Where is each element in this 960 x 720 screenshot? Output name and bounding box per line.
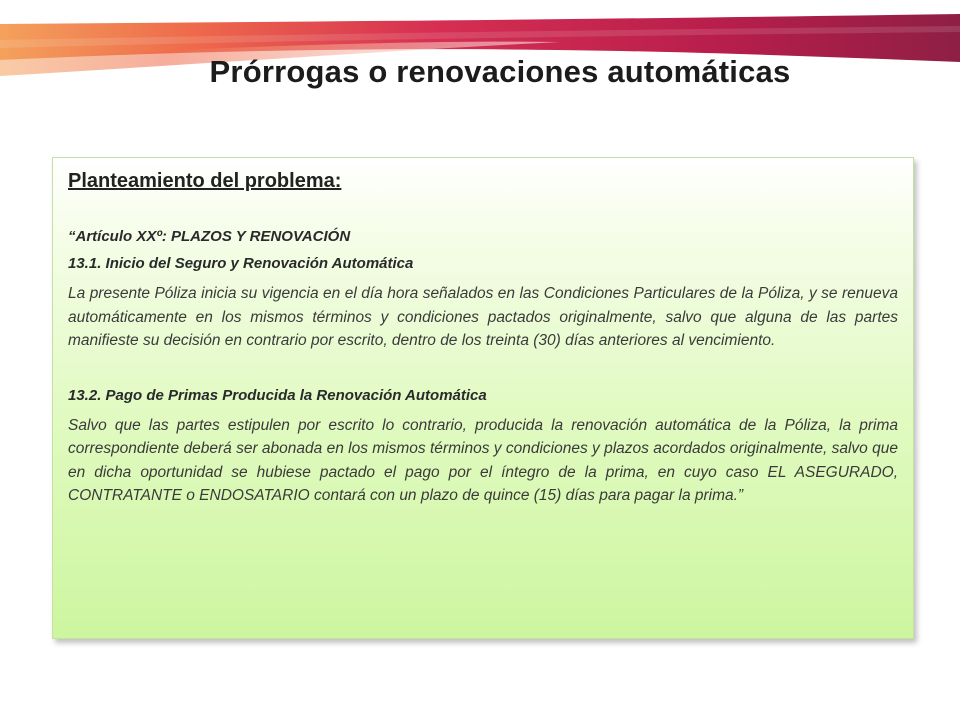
article-title: “Artículo XXº: PLAZOS Y RENOVACIÓN [68, 228, 351, 245]
slide-title: Prórrogas o renovaciones automáticas [209, 54, 791, 89]
problem-statement-box [52, 157, 914, 639]
section-1-title: 13.1. Inicio del Seguro y Renovación Automática [68, 255, 414, 272]
section-2-text: Salvo que las partes estipulen por escrito lo contrario, producida la renovación automática de la Póliza, la prima correspondiente deberá ser abonada en los mismos términos y condiciones y plazos acordados originalmente, salvo que en dicha oportunidad se hubiese pactado el pago por el íntegro de la prima, en cuyo caso EL ASEGURADO, CONTRATANTE o ENDOSATARIO contará con un plazo de quince (15) días para pagar la prima.” [68, 416, 898, 504]
box-heading: Planteamiento del problema: [68, 170, 342, 192]
section-1-text: La presente Póliza inicia su vigencia en el día hora señalados en las Condiciones Particulares de la Póliza, y se renueva automáticamente en los mismos términos y condiciones pactados originalmente, salvo que alguna de las partes manifieste su decisión en contrario por escrito, dentro de los treinta (30) días anteriores al vencimiento. [68, 285, 898, 349]
section-2-title: 13.2. Pago de Primas Producida la Renovación Automática [68, 386, 487, 404]
